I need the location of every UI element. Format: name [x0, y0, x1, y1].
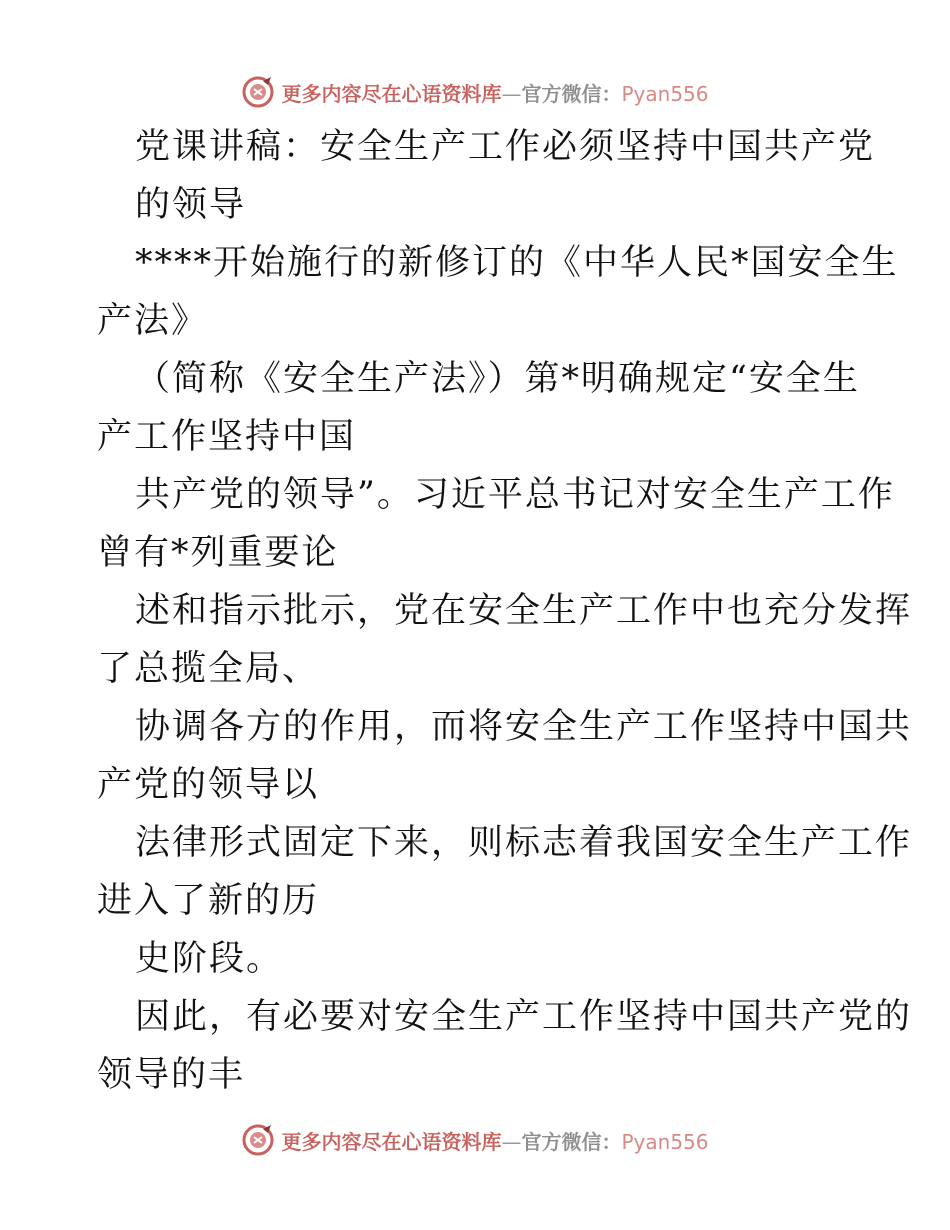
watermark-separator: — [501, 81, 522, 106]
watermark-text [281, 78, 708, 107]
text-line: 法律形式固定下来，则标志着我国安全生产工作 [135, 823, 913, 863]
text-line: 协调各方的作用，而将安全生产工作坚持中国共 [135, 707, 913, 747]
watermark-brand: 更多内容尽在心语资料库 [281, 1129, 502, 1154]
watermark-wechat-label: 官方微信： [521, 81, 622, 106]
text-line: 共产党的领导”。习近平总书记对安全生产工作 [135, 475, 895, 515]
watermark-wechat-label: 官方微信： [521, 1129, 622, 1154]
text-line: 了总揽全局、 [97, 649, 320, 689]
text-line: 产工作坚持中国 [97, 417, 357, 457]
text-line: 述和指示批示，党在安全生产工作中也充分发挥 [135, 591, 913, 631]
document-title-line-1: 党课讲稿：安全生产工作必须坚持中国共产党 [135, 127, 876, 167]
text-line: 领导的丰 [97, 1055, 246, 1095]
text-line: ****开始施行的新修订的《中华人民*国安全生 [135, 243, 899, 283]
text-line: 史阶段。 [135, 939, 284, 979]
text-line: 产党的领导以 [97, 765, 320, 805]
watermark-brand: 更多内容尽在心语资料库 [281, 81, 502, 106]
text-line: 曾有*列重要论 [97, 533, 339, 573]
text-line: 因此，有必要对安全生产工作坚持中国共产党的 [135, 997, 913, 1037]
watermark-wechat-id: Pyan556 [621, 81, 709, 106]
text-line: 产法》 [97, 301, 209, 341]
watermark-text [281, 1126, 708, 1155]
watermark-wechat-id: Pyan556 [621, 1129, 709, 1154]
watermark-separator: — [501, 1129, 522, 1154]
footer-watermark [0, 1118, 950, 1162]
text-line: （简称《安全生产法》）第*明确规定“安全生 [135, 359, 860, 399]
seal-logo-icon [241, 75, 275, 109]
document-body [97, 118, 913, 1104]
header-watermark [0, 70, 950, 114]
seal-logo-icon [241, 1123, 275, 1157]
text-line: 进入了新的历 [97, 881, 320, 921]
document-title-line-2: 的领导 [135, 185, 247, 225]
